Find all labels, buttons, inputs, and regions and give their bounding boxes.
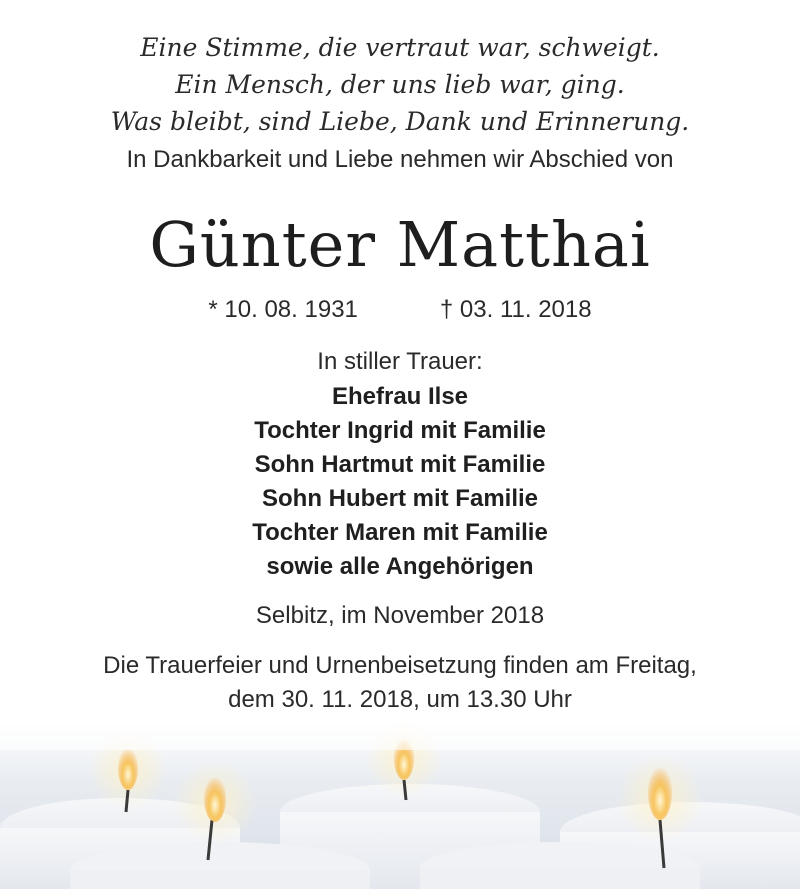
mourners-list — [0, 380, 800, 584]
candles-image — [0, 720, 800, 889]
poem — [0, 29, 800, 140]
birth-date: * 10. 08. 1931 — [208, 296, 358, 323]
flame — [648, 764, 672, 820]
deceased-name: Günter Matthai — [149, 208, 651, 281]
mourner-item: Ehefrau Ilse — [331, 383, 469, 410]
mourner-item: Sohn Hartmut mit Familie — [254, 451, 546, 478]
wick — [404, 780, 406, 800]
mourner-item: sowie alle Angehörigen — [266, 553, 534, 580]
poem-line: Was bleibt, sind Liebe, Dank und Erinnerung. — [110, 107, 690, 136]
candle — [70, 870, 370, 889]
funeral-line: dem 30. 11. 2018, um 13.30 Uhr — [228, 686, 572, 713]
poem-line: Eine Stimme, die vertraut war, schweigt. — [140, 33, 660, 62]
intro-text: In Dankbarkeit und Liebe nehmen wir Abschied von — [126, 146, 674, 173]
wick — [126, 790, 128, 812]
place-date: Selbitz, im November 2018 — [255, 602, 545, 629]
mourner-item: Tochter Ingrid mit Familie — [254, 417, 546, 444]
funeral-line: Die Trauerfeier und Urnenbeisetzung finden am Freitag, — [103, 652, 697, 679]
death-date: † 03. 11. 2018 — [439, 296, 592, 323]
poem-line: Ein Mensch, der uns lieb war, ging. — [175, 70, 625, 99]
candle — [420, 868, 700, 889]
mourner-item: Sohn Hubert mit Familie — [261, 485, 539, 512]
mourning-label: In stiller Trauer: — [317, 348, 483, 375]
flame — [204, 774, 226, 822]
life-dates — [0, 296, 800, 324]
mourner-item: Tochter Maren mit Familie — [252, 519, 548, 546]
flame — [118, 746, 138, 790]
